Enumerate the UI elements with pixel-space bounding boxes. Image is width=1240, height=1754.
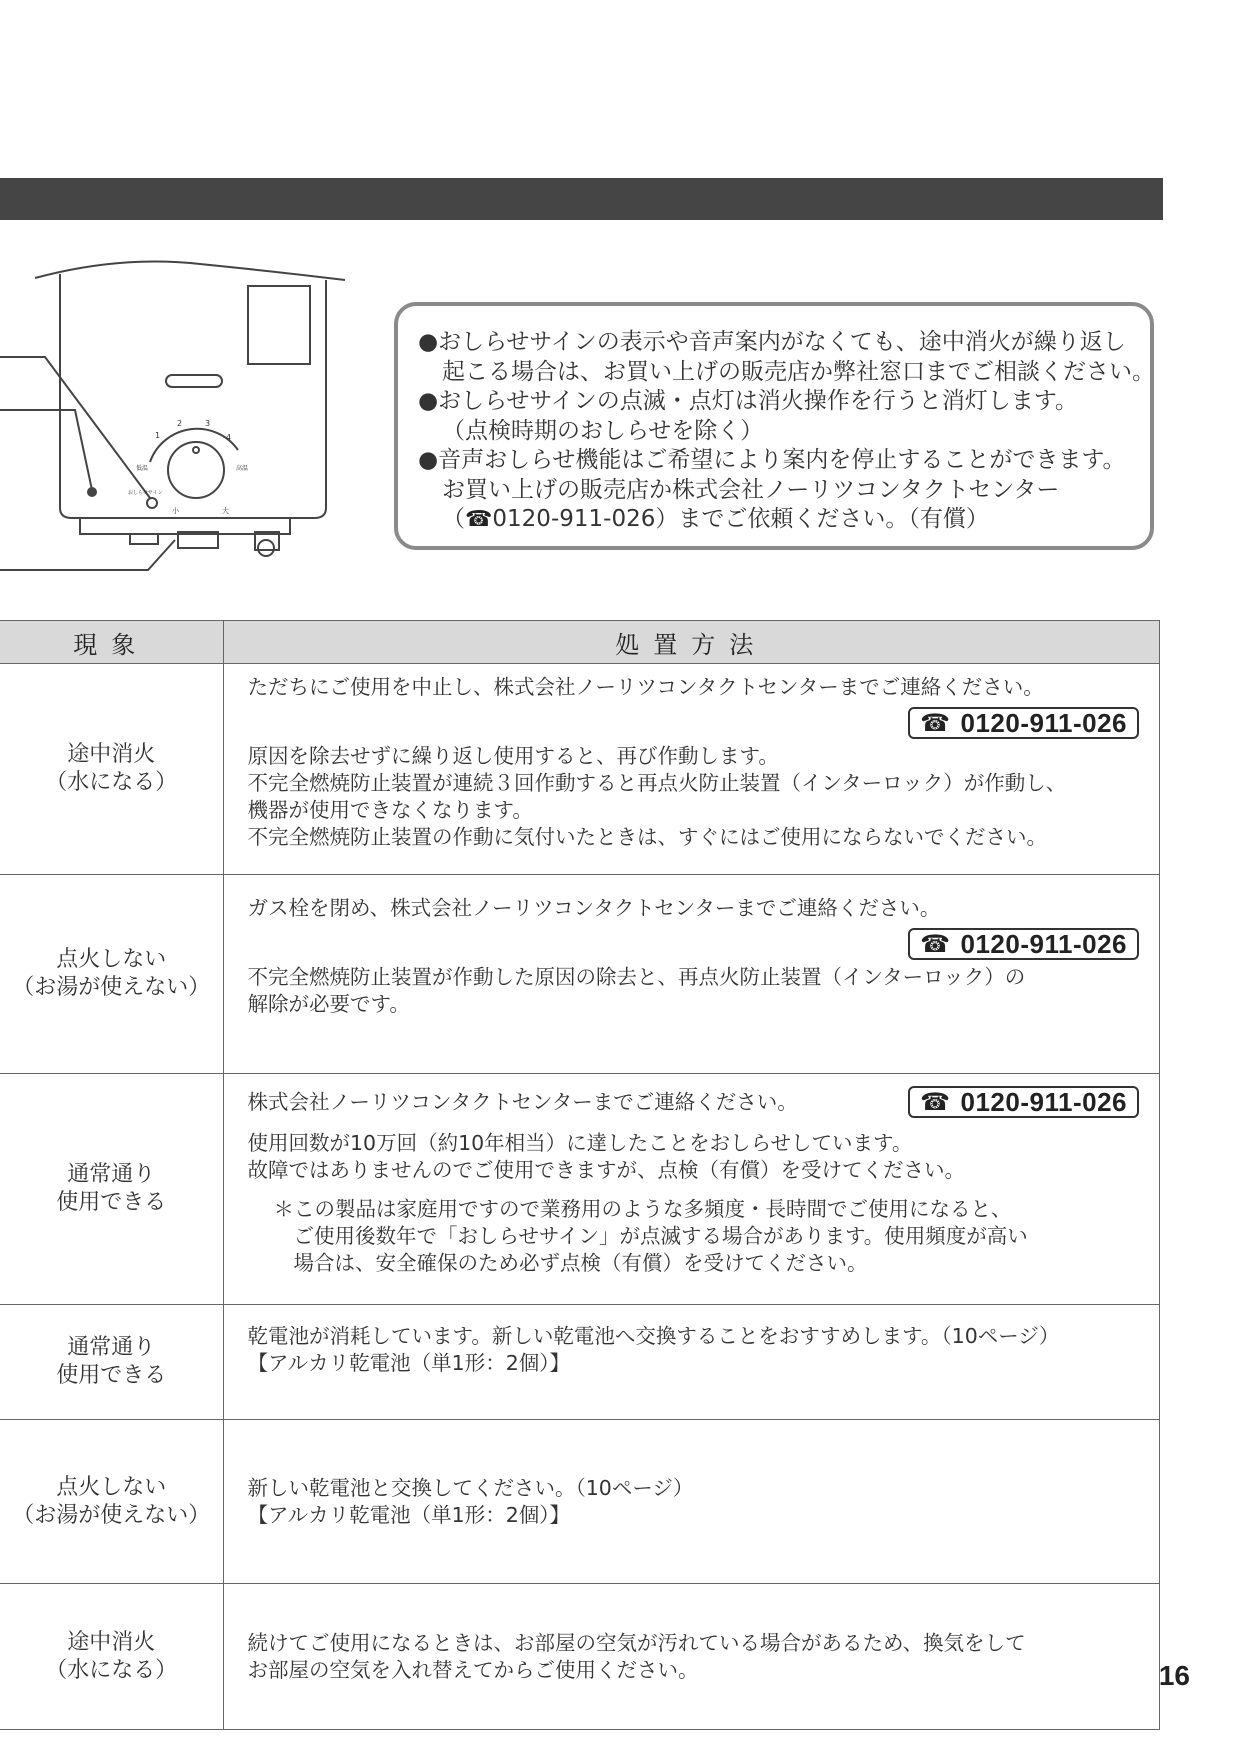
flame-large-label: 大: [222, 507, 229, 515]
remedy-cell: ガス栓を閉め、株式会社ノーリツコンタクトセンターまでご連絡ください。 ☎ 0120-911-026 不完全燃焼防止装置が作動した原因の除去と、再点火防止装置（インターロック）の 解除が必要です。: [223, 875, 1160, 1074]
table-row: [0, 875, 1160, 1074]
phenomenon-cell: 通常通り 使用できる: [0, 1074, 223, 1305]
notice-line: ●音声おしらせ機能はご希望により案内を停止することができます。: [418, 447, 1126, 473]
dial-number: 4: [226, 433, 232, 442]
remedy-cell: 株式会社ノーリツコンタクトセンターまでご連絡ください。 ☎ 0120-911-026 使用回数が10万回（約10年相当）に達したことをおしらせしています。 故障ではありませんのでご使用できますが、点検（有償）を受けてください。 ＊この製品は家庭用ですので業務用のような多頻度・長時間でご使用になると、 ご使用後数年で「おしらせサイン」が点滅する場合があります。使用頻度が高い 場合は、安全確保のため必ず点検（有償）を受けてください。: [223, 1074, 1160, 1305]
dial-label-high: 高温: [236, 465, 249, 472]
phenomenon-cell: 点火しない （お湯が使えない）: [0, 875, 223, 1074]
page-number: 16: [1158, 1660, 1190, 1691]
dial-number: 1: [155, 431, 161, 440]
table-row: [0, 1584, 1160, 1730]
troubleshooting-table: [0, 620, 1160, 1730]
notice-line: お買い上げの販売店か株式会社ノーリツコンタクトセンター: [442, 476, 1060, 503]
notice-line: ●おしらせサインの点滅・点灯は消火操作を行うと消灯します。: [418, 388, 1078, 414]
phone-badge: ☎ 0120-911-026: [908, 1086, 1139, 1118]
dial-number: 3: [205, 419, 211, 428]
telephone-icon: ☎: [920, 1088, 951, 1116]
table-row: [0, 1074, 1160, 1305]
phone-badge: ☎ 0120-911-026: [908, 707, 1139, 739]
header-remedy: 処置方法: [223, 621, 1160, 664]
telephone-icon: ☎: [920, 930, 951, 958]
header-phenomenon: 現象: [0, 621, 223, 664]
remedy-cell: 続けてご使用になるときは、お部屋の空気が汚れている場合があるため、換気をして お部屋の空気を入れ替えてからご使用ください。: [223, 1584, 1160, 1730]
notice-line: （☎0120-911-026）までご依頼ください。（有償）: [442, 506, 989, 532]
telephone-icon: ☎: [920, 709, 951, 737]
flame-small-label: 小: [172, 507, 179, 515]
notice-line: （点検時期のおしらせを除く）: [442, 417, 764, 444]
table-row: [0, 1420, 1160, 1584]
remedy-cell: 乾電池が消耗しています。新しい乾電池へ交換することをおすすめします。（10ページ） 【アルカリ乾電池（単1形：2個）】: [223, 1305, 1160, 1420]
notice-box: [394, 302, 1154, 550]
remedy-cell: ただちにご使用を中止し、株式会社ノーリツコンタクトセンターまでご連絡ください。 ☎ 0120-911-026 原因を除去せずに繰り返し使用すると、再び作動します。 不完全燃焼防止装置が連続３回作動すると再点火防止装置（インターロック）が作動し、 機器が使用できなくなります。 不完全燃焼防止装置の作動に気付いたときは、すぐにはご使用にならないでください。: [223, 664, 1160, 875]
phenomenon-cell: 途中消火 （水になる）: [0, 1584, 223, 1730]
table-row: [0, 664, 1160, 875]
remedy-cell: 新しい乾電池と交換してください。（10ページ） 【アルカリ乾電池（単1形：2個）】: [223, 1420, 1160, 1584]
table-row: [0, 1305, 1160, 1420]
notice-line: 起こる場合は、お買い上げの販売店か弊社窓口までご相談ください。: [442, 358, 1155, 385]
phenomenon-cell: 途中消火 （水になる）: [0, 664, 223, 875]
phenomenon-cell: 通常通り 使用できる: [0, 1305, 223, 1420]
phone-badge: ☎ 0120-911-026: [908, 928, 1139, 960]
sign-label: おしらせサイン: [128, 490, 163, 496]
water-heater-illustration: [0, 250, 380, 580]
telephone-icon: ☎: [465, 507, 493, 532]
dial-number: 2: [177, 419, 183, 428]
phenomenon-cell: 点火しない （お湯が使えない）: [0, 1420, 223, 1584]
notice-line: ●おしらせサインの表示や音声案内がなくても、途中消火が繰り返し: [418, 329, 1126, 355]
dial-label-low: 低温: [136, 465, 149, 472]
section-header-bar: [0, 178, 1163, 220]
